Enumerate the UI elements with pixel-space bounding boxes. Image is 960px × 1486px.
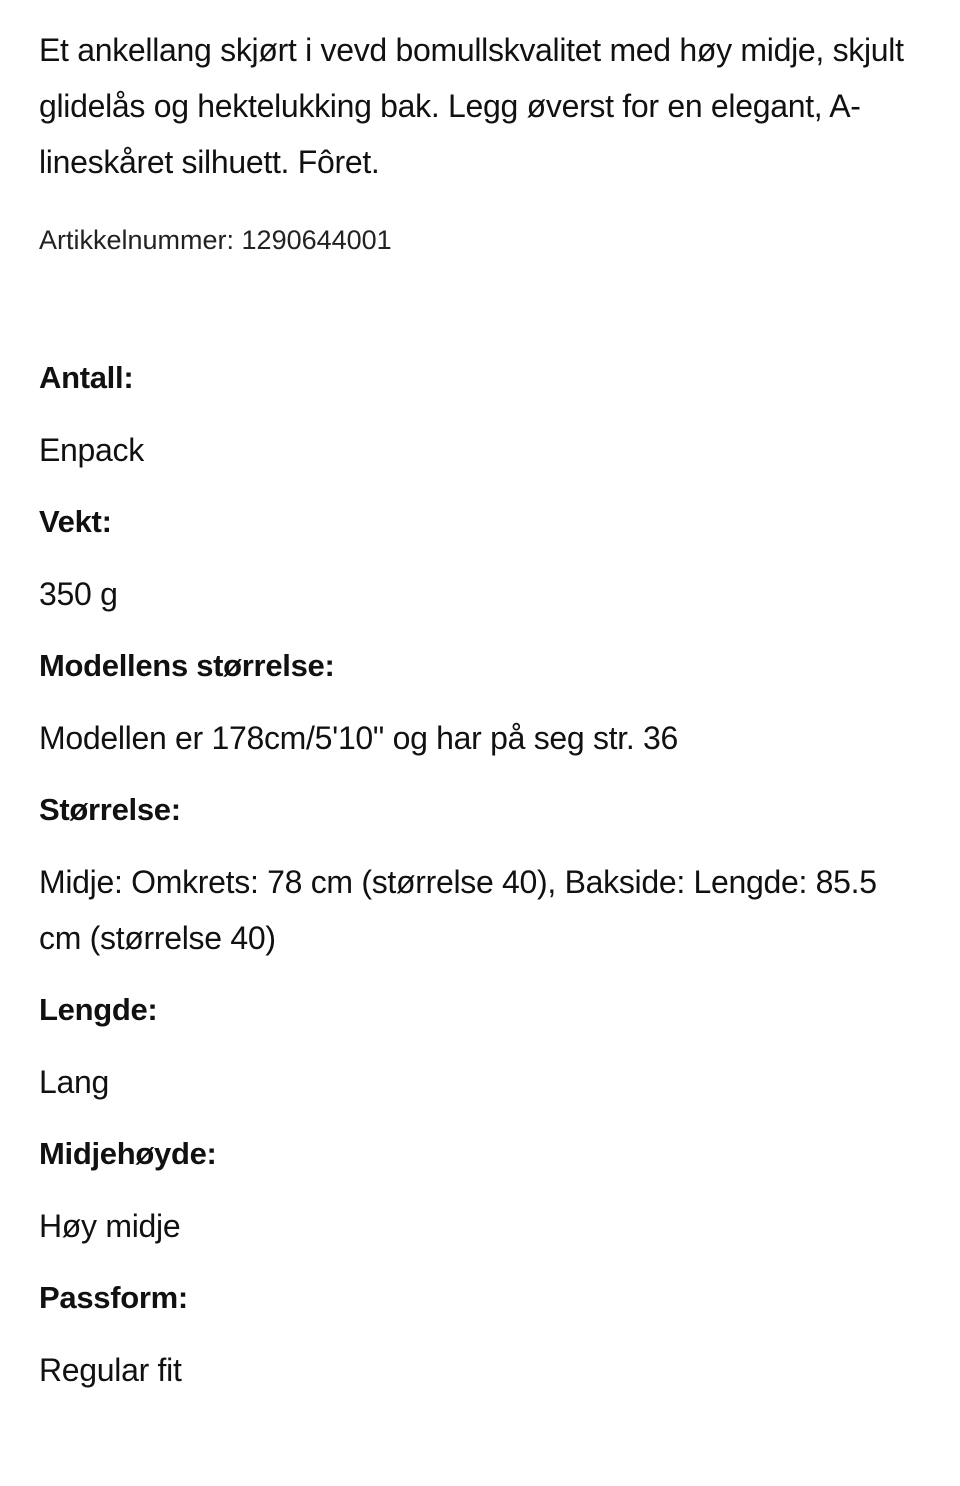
spec-model-size <box>39 644 921 766</box>
spec-quantity <box>39 356 921 478</box>
spec-label: Antall: <box>39 360 134 395</box>
spec-label: Vekt: <box>39 504 112 539</box>
spec-value: Modellen er 178cm/5'10" og har på seg str. 36 <box>39 720 679 756</box>
product-description: Et ankellang skjørt i vevd bomullskvalitet med høy midje, skjult glidelås og hektelukking bak. Legg øverst for en elegant, A-lineskåret silhuett. Fôret. <box>39 32 904 180</box>
spec-value: Regular fit <box>39 1352 182 1388</box>
product-specs-list <box>39 356 921 1398</box>
spec-label: Modellens størrelse: <box>39 648 335 683</box>
spec-weight <box>39 500 921 622</box>
spec-value: Høy midje <box>39 1208 181 1244</box>
spec-waist-height <box>39 1132 921 1254</box>
spec-label: Lengde: <box>39 992 158 1027</box>
spec-value: 350 g <box>39 576 118 612</box>
article-number: Artikkelnummer: 1290644001 <box>39 225 392 255</box>
spec-length <box>39 988 921 1110</box>
spec-size <box>39 788 921 966</box>
spec-label: Størrelse: <box>39 792 181 827</box>
spec-value: Lang <box>39 1064 109 1100</box>
spec-value: Enpack <box>39 432 144 468</box>
spec-fit <box>39 1276 921 1398</box>
spec-label: Midjehøyde: <box>39 1136 217 1171</box>
spec-label: Passform: <box>39 1280 188 1315</box>
spec-value: Midje: Omkrets: 78 cm (størrelse 40), Bakside: Lengde: 85.5 cm (størrelse 40) <box>39 864 877 956</box>
